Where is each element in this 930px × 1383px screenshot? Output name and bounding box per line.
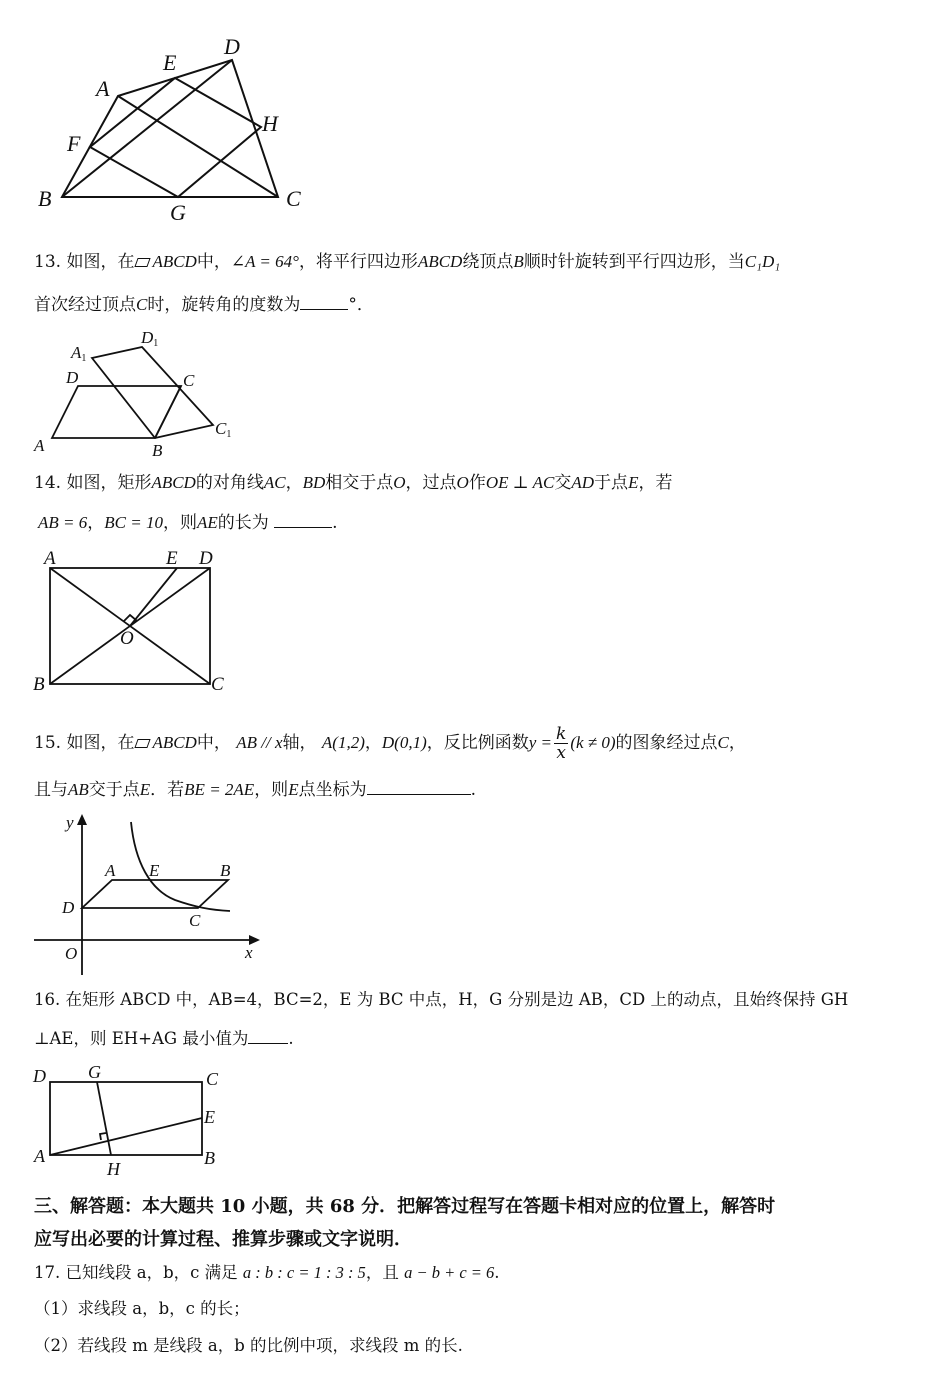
q13-text: 顺时针旋转到平行四边形，当 (523, 252, 745, 272)
q15-text: ， (364, 733, 382, 753)
label-d: D (199, 548, 213, 569)
q14-text: 作 (468, 473, 486, 493)
parallelogram-symbol (135, 739, 151, 748)
q13-angle: ∠A = 64° (230, 252, 299, 271)
diag-ac (118, 96, 278, 197)
figure-inverse-function (0, 812, 270, 982)
label-c: C (286, 186, 301, 211)
q16-line1: 16. 在矩形 ABCD 中，AB=4，BC=2，E 为 BC 中点，H，G 分别是边 AB，CD 上的动点，且始终保持 GH (34, 990, 849, 1009)
q13-c1d1: C₁D₁ (744, 252, 781, 271)
label-a: A (34, 1146, 45, 1166)
q14-oe-perp-ac: OE ⊥ AC (485, 473, 555, 492)
q13-text: 中， (196, 252, 231, 272)
q15-text: 点坐标为 (298, 780, 367, 800)
q15-text: 的图象经过点 (615, 733, 718, 753)
q13-text: 首次经过顶点 (34, 295, 136, 315)
q13-text: 绕顶点 (462, 252, 514, 272)
q16-line2 (34, 1028, 294, 1049)
q14-text: ，若 (638, 473, 673, 493)
q17-text: ，且 (365, 1263, 399, 1282)
section3-heading-line2: 应写出必要的计算过程、推算步骤或文字说明． (34, 1229, 412, 1250)
q17-part2: （2）若线段 m 是线段 a，b 的比例中项，求线段 m 的长. (34, 1336, 463, 1355)
q14-text: 交 (554, 473, 572, 493)
q13-point-c: C (136, 295, 148, 314)
label-h: H (262, 111, 278, 136)
q14-ab: AB = 6 (38, 513, 88, 532)
q14-answer-blank (274, 512, 332, 528)
label-a: A (34, 436, 45, 455)
q13-abcd: ABCD (417, 252, 463, 271)
label-e: E (204, 1107, 215, 1127)
q14-abcd: ABCD (151, 473, 196, 492)
label-h: H (107, 1159, 120, 1179)
label-d: D (62, 898, 75, 917)
label-d1: D1 (141, 328, 159, 349)
q13-line2 (34, 294, 374, 315)
q14-ae: AE (196, 513, 218, 532)
label-f: F (67, 131, 81, 156)
q14-text: . (332, 513, 338, 533)
q14-text: 如图，矩形 (66, 473, 152, 493)
q15-line2 (34, 779, 476, 800)
label-b: B (152, 441, 163, 460)
label-a: A (105, 861, 116, 880)
q16-text: . (288, 1029, 294, 1048)
segment-gh (97, 1082, 111, 1155)
label-a: A (96, 76, 110, 101)
q15-answer-blank (367, 779, 471, 795)
segment-ae (50, 1118, 202, 1155)
label-e: E (163, 50, 177, 75)
label-o: O (65, 944, 78, 963)
label-a1: A1 (71, 343, 87, 364)
q17-equation: a − b + c = 6 (404, 1263, 495, 1282)
q14-text: 的对角线 (195, 473, 264, 493)
q13-point-b: B (513, 252, 524, 271)
q15-abcd: ABCD (152, 733, 197, 752)
q14-ad: AD (571, 473, 595, 492)
label-o: O (120, 628, 134, 649)
label-c: C (211, 674, 224, 695)
label-g: G (170, 200, 186, 225)
q13-text: 如图，在 (66, 252, 135, 272)
q15-point-c: C (717, 733, 729, 752)
quad-efgh (90, 78, 261, 197)
label-g: G (88, 1062, 101, 1082)
q15-frac-denominator: x (556, 743, 566, 763)
q15-e: E (139, 780, 151, 799)
q15-line1 (34, 725, 746, 762)
q15-e: E (288, 780, 299, 799)
q15-frac-numerator: k (556, 724, 567, 744)
label-x: x (245, 943, 253, 962)
q15-text: ， (728, 733, 746, 753)
section3-heading-line1: 三、解答题：本大题共 10 小题，共 68 分．把解答过程写在答题卡相对应的位置上，解答时 (34, 1196, 776, 1217)
q14-e: E (628, 473, 639, 492)
q15-text: 且与 (34, 780, 68, 800)
q15-point-a: A(1,2) (321, 733, 365, 752)
label-b: B (38, 186, 52, 211)
q17-line1 (34, 1263, 500, 1283)
q14-line2 (38, 512, 338, 533)
q14-line1 (34, 473, 672, 493)
pgram-abcd (82, 880, 228, 908)
q15-text: . (470, 780, 476, 800)
figure-rotated-parallelogram (0, 325, 240, 460)
q15-text: 中， (196, 733, 231, 753)
diag-bd (62, 60, 232, 197)
q15-text: ．若 (150, 780, 185, 800)
label-b: B (204, 1148, 215, 1168)
q14-text: ，则 (162, 513, 197, 533)
q15-number: 15. (34, 733, 62, 753)
q16-text: ⊥AE，则 EH+AG 最小值为 (34, 1029, 249, 1048)
q14-text: 的长为 (217, 513, 269, 533)
q14-text: ， (87, 513, 105, 533)
label-b: B (220, 861, 231, 880)
q14-number: 14. (34, 473, 62, 493)
label-c: C (183, 371, 195, 390)
q15-ab: AB (68, 780, 89, 799)
q15-fraction (554, 725, 568, 762)
q14-o: O (456, 473, 469, 492)
q15-function-lhs: y = (528, 733, 553, 752)
q13-abcd: ABCD (152, 252, 197, 271)
q16-answer-blank (248, 1028, 288, 1044)
q15-text: ，反比例函数 (426, 733, 529, 753)
pgram-a1bc1d1 (92, 347, 213, 438)
q13-answer-blank (300, 294, 348, 310)
q14-text: 相交于点 (325, 473, 394, 493)
label-d: D (66, 368, 79, 387)
label-c1: C1 (215, 419, 232, 440)
right-angle-mark (100, 1133, 106, 1140)
figure-rectangle-gh-ae (0, 1060, 240, 1180)
label-b: B (33, 674, 45, 695)
hyperbola-curve (131, 822, 230, 911)
q15-text: 如图，在 (66, 733, 135, 753)
q17-text: . (494, 1263, 500, 1282)
q15-text: 交于点 (88, 780, 140, 800)
q15-point-d: D(0,1) (381, 733, 427, 752)
pgram-abcd (52, 386, 181, 438)
q15-text: 轴， (282, 733, 317, 753)
q13-text: °． (348, 295, 374, 315)
q14-text: ， (285, 473, 303, 493)
label-e: E (166, 548, 178, 569)
figure-quadrilateral-efgh (0, 0, 301, 225)
label-e: E (149, 861, 160, 880)
q17-text: 17. 已知线段 a，b，c 满足 (34, 1263, 238, 1282)
figure-rectangle-diagonals (0, 545, 240, 695)
q15-text: ，则 (254, 780, 289, 800)
q15-k-condition: (k ≠ 0) (570, 733, 616, 752)
label-c: C (189, 911, 201, 930)
q14-o: O (393, 473, 406, 492)
label-d: D (33, 1066, 46, 1086)
q13-text: 时，旋转角的度数为 (147, 295, 301, 315)
q15-be-eq-2ae: BE = 2AE (184, 780, 255, 799)
q14-bc: BC = 10 (104, 513, 163, 532)
q14-ac: AC (263, 473, 286, 492)
label-a: A (44, 548, 56, 569)
q14-text: ，过点 (405, 473, 457, 493)
parallelogram-symbol (135, 258, 151, 267)
label-c: C (206, 1069, 219, 1089)
q14-text: 于点 (594, 473, 629, 493)
y-axis-arrow (77, 814, 87, 825)
q13-line1 (34, 252, 780, 272)
q13-text: ，将平行四边形 (298, 252, 418, 272)
label-y: y (66, 813, 74, 832)
q14-bd: BD (302, 473, 326, 492)
rect-abcd (50, 1082, 202, 1155)
label-d: D (224, 34, 240, 59)
q15-ab-parallel-x: AB // x (236, 733, 283, 752)
q13-number: 13. (34, 252, 62, 272)
q17-ratio: a : b : c = 1 : 3 : 5 (242, 1263, 366, 1282)
q17-part1: （1）求线段 a，b，c 的长； (34, 1299, 250, 1318)
